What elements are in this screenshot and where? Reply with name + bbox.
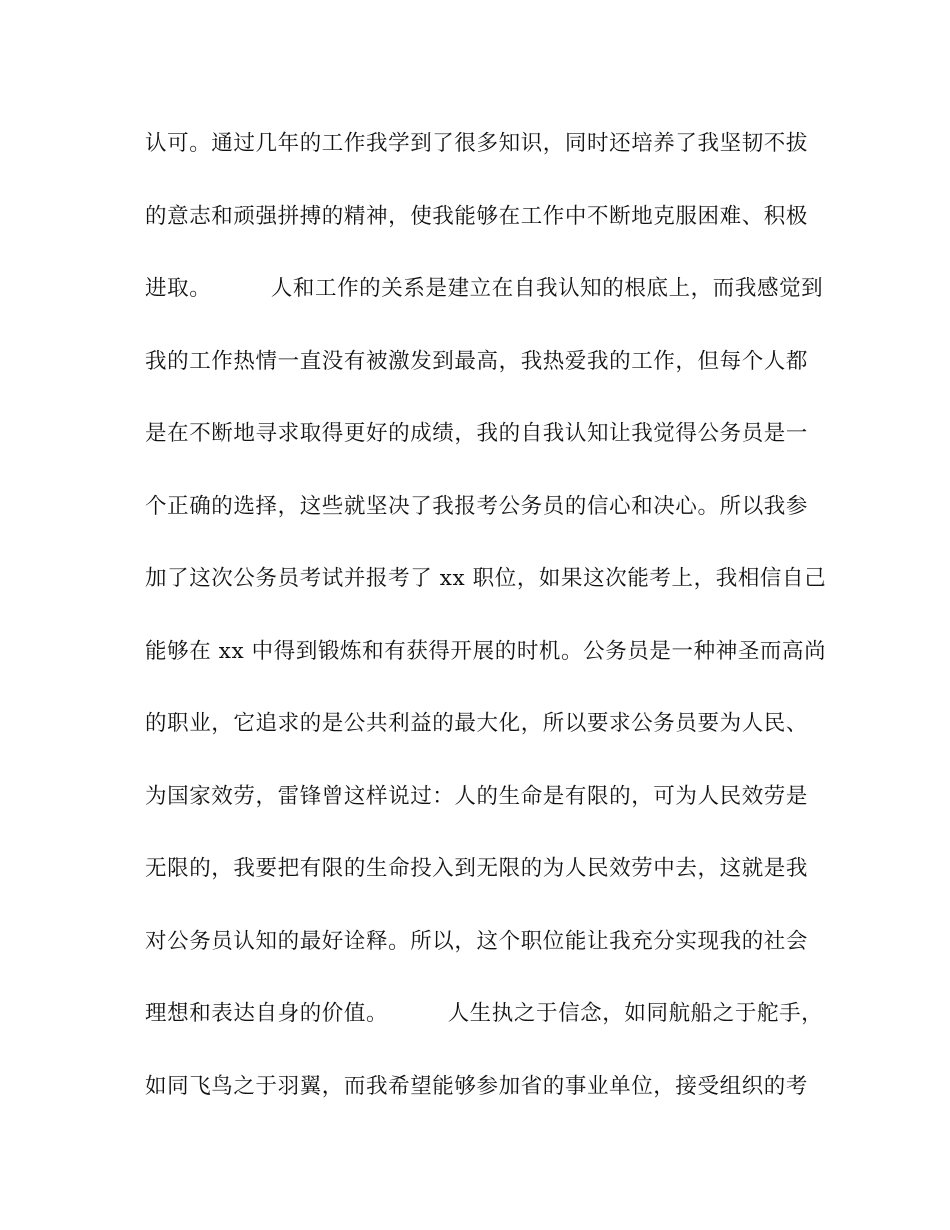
- text-line: 理想和表达自身的价值。 人生执之于信念，如同航船之于舵手，: [145, 1001, 824, 1026]
- text-line: 无限的，我要把有限的生命投入到无限的为人民效劳中去，这就是我: [145, 856, 809, 881]
- text-line: 如同飞鸟之于羽翼，而我希望能够参加省的事业单位，接受组织的考: [145, 1073, 809, 1099]
- text-line: 加了这次公务员考试并报考了 xx 职位，如果这次能考上，我相信自己: [145, 566, 827, 591]
- text-line: 是在不断地寻求取得更好的成绩，我的自我认知让我觉得公务员是一: [145, 421, 809, 446]
- text-line: 能够在 xx 中得到锻炼和有获得开展的时机。公务员是一种神圣而高尚: [145, 638, 827, 664]
- text-line: 对公务员认知的最好诠释。所以，这个职位能让我充分实现我的社会: [145, 928, 809, 954]
- body-text: [145, 122, 825, 1137]
- text-line: 个正确的选择，这些就坚决了我报考公务员的信心和决心。所以我参: [145, 493, 809, 519]
- text-line: 的职业，它追求的是公共利益的最大化，所以要求公务员要为人民、: [145, 711, 809, 736]
- text-line: 我的工作热情一直没有被激发到最高，我热爱我的工作，但每个人都: [145, 348, 809, 374]
- text-line: 为国家效劳，雷锋曾这样说过：人的生命是有限的，可为人民效劳是: [145, 783, 809, 809]
- text-line: 进取。 人和工作的关系是建立在自我认知的根底上，而我感觉到: [145, 276, 824, 301]
- text-line: 认可。通过几年的工作我学到了很多知识，同时还培养了我坚韧不拔: [145, 131, 809, 156]
- text-line: 的意志和顽强拼搏的精神，使我能够在工作中不断地克服困难、积极: [145, 203, 809, 229]
